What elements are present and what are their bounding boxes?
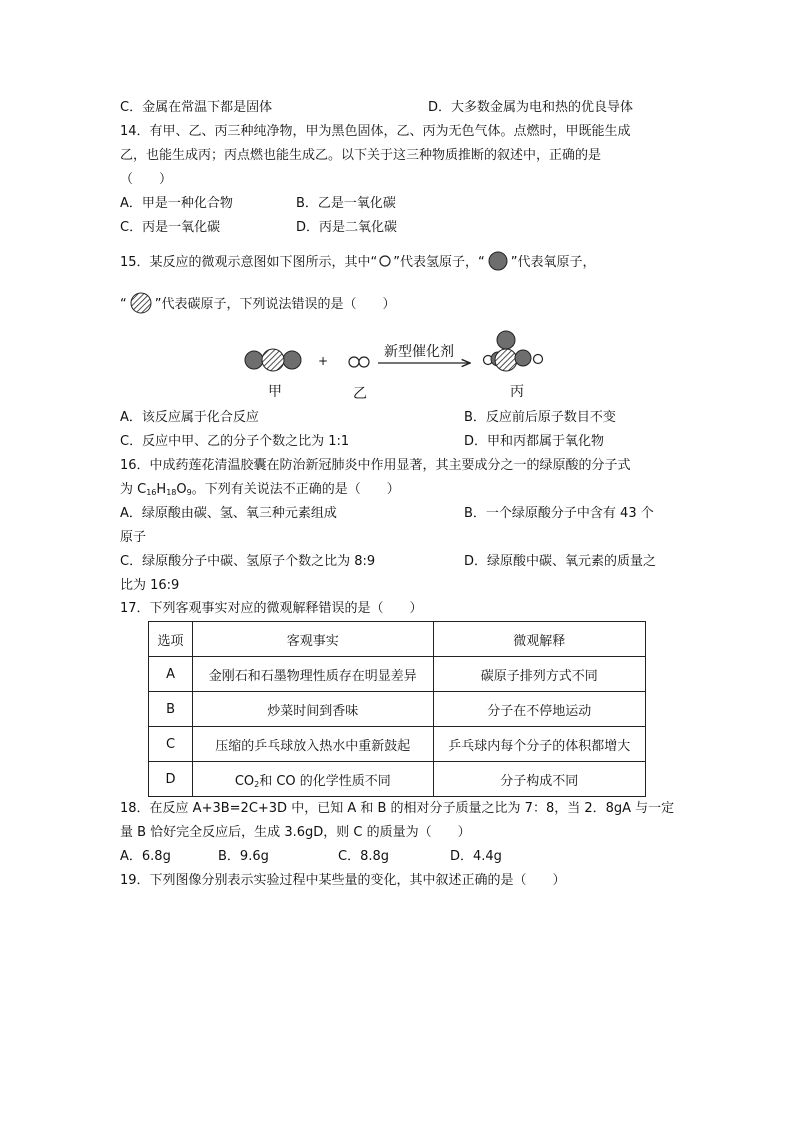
- q16-option-b-line1: B．一个绿原酸分子中含有 43 个: [464, 506, 654, 521]
- row-a-explanation: 碳原子排列方式不同: [433, 657, 645, 692]
- q18-option-d: D．4.4g: [450, 849, 502, 864]
- q14-option-b: B．乙是一氧化碳: [296, 196, 396, 211]
- q18-option-c: C．8.8g: [338, 849, 390, 864]
- q16-stem-tail: 。下列有关说法不正确的是（ ）: [191, 482, 400, 497]
- q19-stem: 19．下列图像分别表示实验过程中某些量的变化，其中叙述正确的是（ ）: [120, 873, 566, 888]
- q18-option-b: B．9.6g: [218, 849, 269, 864]
- q15-stem-text-5: ”代表碳原子，下列说法错误的是（ ）: [154, 297, 396, 312]
- q14-answer-paren: （ ）: [120, 172, 173, 187]
- table-header-row: [149, 622, 646, 657]
- table-row: [149, 762, 646, 797]
- q14-stem-line2: 乙，也能生成丙；丙点燃也能生成乙。以下关于这三种物质推断的叙述中，正确的是: [120, 148, 602, 163]
- catalyst-label: 新型催化剂: [384, 344, 454, 360]
- row-c-explanation: 乒乓球内每个分子的体积都增大: [433, 727, 645, 762]
- q15-stem-text-2: ”代表氢原子，“: [393, 255, 485, 270]
- row-d-fact-text: 和 CO 的化学性质不同: [259, 773, 391, 789]
- q16-option-d-line2: 比为 16:9: [120, 578, 180, 593]
- molecule-yi: [349, 357, 369, 367]
- bing-carbon-atom: [495, 349, 517, 371]
- jia-oxygen-atom-left: [245, 351, 263, 369]
- plus-sign: +: [318, 354, 329, 368]
- bing-hydrogen-atom-right: [534, 355, 543, 364]
- q16-option-a: A．绿原酸由碳、氢、氧三种元素组成: [120, 506, 337, 521]
- q16-formula-h: H: [156, 482, 167, 497]
- q13-option-d: D．大多数金属为电和热的优良导体: [428, 100, 634, 115]
- carbon-atom-icon: [129, 291, 153, 315]
- q13-option-c: C．金属在常温下都是固体: [120, 100, 273, 115]
- co2-subscript: 2: [254, 779, 260, 789]
- reaction-diagram: [230, 326, 570, 404]
- row-b-fact: 炒菜时间到香味: [193, 692, 433, 727]
- row-d-explanation: 分子构成不同: [433, 762, 645, 797]
- q16-option-c: C．绿原酸分子中碳、氢原子个数之比为 8:9: [120, 554, 376, 569]
- q15-option-a: A．该反应属于化合反应: [120, 410, 259, 425]
- q16-formula-prefix: 为 C: [120, 482, 147, 497]
- q14-option-d: D．丙是二氧化碳: [296, 220, 398, 235]
- hydrogen-atom-icon: [378, 254, 392, 268]
- q15-stem-line1: [120, 250, 596, 273]
- q15-stem-text-1: 15．某反应的微观示意图如下图所示，其中“: [120, 255, 378, 270]
- q15-option-d: D．甲和丙都属于氧化物: [464, 434, 605, 449]
- q18-stem-line2: 量 B 恰好完全反应后，生成 3.6gD，则 C 的质量为（ ）: [120, 825, 471, 840]
- q16-option-d-line1: D．绿原酸中碳、氧元素的质量之: [464, 554, 657, 569]
- header-option: 选项: [149, 622, 193, 657]
- header-fact: 客观事实: [193, 622, 433, 657]
- row-d-fact: [193, 762, 433, 797]
- q17-stem: 17．下列客观事实对应的微观解释错误的是（ ）: [120, 601, 423, 616]
- molecule-bing: [484, 331, 543, 371]
- header-explanation: 微观解释: [433, 622, 645, 657]
- row-b-explanation: 分子在不停地运动: [433, 692, 645, 727]
- row-c-fact: 压缩的乒乓球放入热水中重新鼓起: [193, 727, 433, 762]
- q15-stem-text-4: “: [120, 297, 127, 312]
- q16-option-b-line2: 原子: [120, 530, 147, 545]
- bing-oxygen-atom-top: [497, 331, 515, 349]
- table-row: [149, 692, 646, 727]
- q16-formula-h-subscript: 18: [166, 488, 177, 497]
- q16-stem-line1: 16．中成药莲花清温胶囊在防治新冠肺炎中作用显著，其主要成分之一的绿原酸的分子式: [120, 458, 631, 473]
- yi-hydrogen-atom-left: [349, 357, 359, 367]
- q14-option-c: C．丙是一氧化碳: [120, 220, 221, 235]
- jia-oxygen-atom-right: [283, 351, 301, 369]
- q14-option-a: A．甲是一种化合物: [120, 196, 233, 211]
- row-b-option: B: [149, 692, 193, 727]
- q18-stem-line1: 18．在反应 A+3B=2C+3D 中，已知 A 和 B 的相对分子质量之比为 7：8，当 2．8gA 与一定: [120, 801, 675, 816]
- q17-table: [148, 621, 646, 797]
- q15-stem-text-3: ”代表氧原子，: [510, 255, 596, 270]
- yi-hydrogen-atom-right: [359, 357, 369, 367]
- label-yi: 乙: [353, 386, 367, 402]
- q16-formula-o-subscript: 9: [186, 488, 192, 497]
- co2-formula: CO: [234, 773, 255, 789]
- oxygen-atom-icon: [487, 250, 509, 272]
- q15-option-c: C．反应中甲、乙的分子个数之比为 1:1: [120, 434, 350, 449]
- q15-option-b: B．反应前后原子数目不变: [464, 410, 616, 425]
- table-row: [149, 727, 646, 762]
- bing-oxygen-atom-right: [515, 350, 531, 366]
- jia-carbon-atom: [262, 349, 284, 371]
- row-c-option: C: [149, 727, 193, 762]
- q18-option-a: A．6.8g: [120, 849, 171, 864]
- label-bing: 丙: [510, 384, 524, 400]
- row-a-option: A: [149, 657, 193, 692]
- q15-stem-line2: [120, 291, 396, 315]
- table-row: [149, 657, 646, 692]
- row-a-fact: 金刚石和石墨物理性质存在明显差异: [193, 657, 433, 692]
- q16-stem-line2: [120, 480, 400, 503]
- q16-formula-o: O: [176, 482, 187, 497]
- row-d-option: D: [149, 762, 193, 797]
- molecule-jia: [245, 349, 301, 371]
- q16-formula-c-subscript: 16: [146, 488, 157, 497]
- q14-stem-line1: 14．有甲、乙、丙三种纯净物，甲为黑色固体，乙、丙为无色气体。点燃时，甲既能生成: [120, 124, 631, 139]
- label-jia: 甲: [268, 384, 282, 400]
